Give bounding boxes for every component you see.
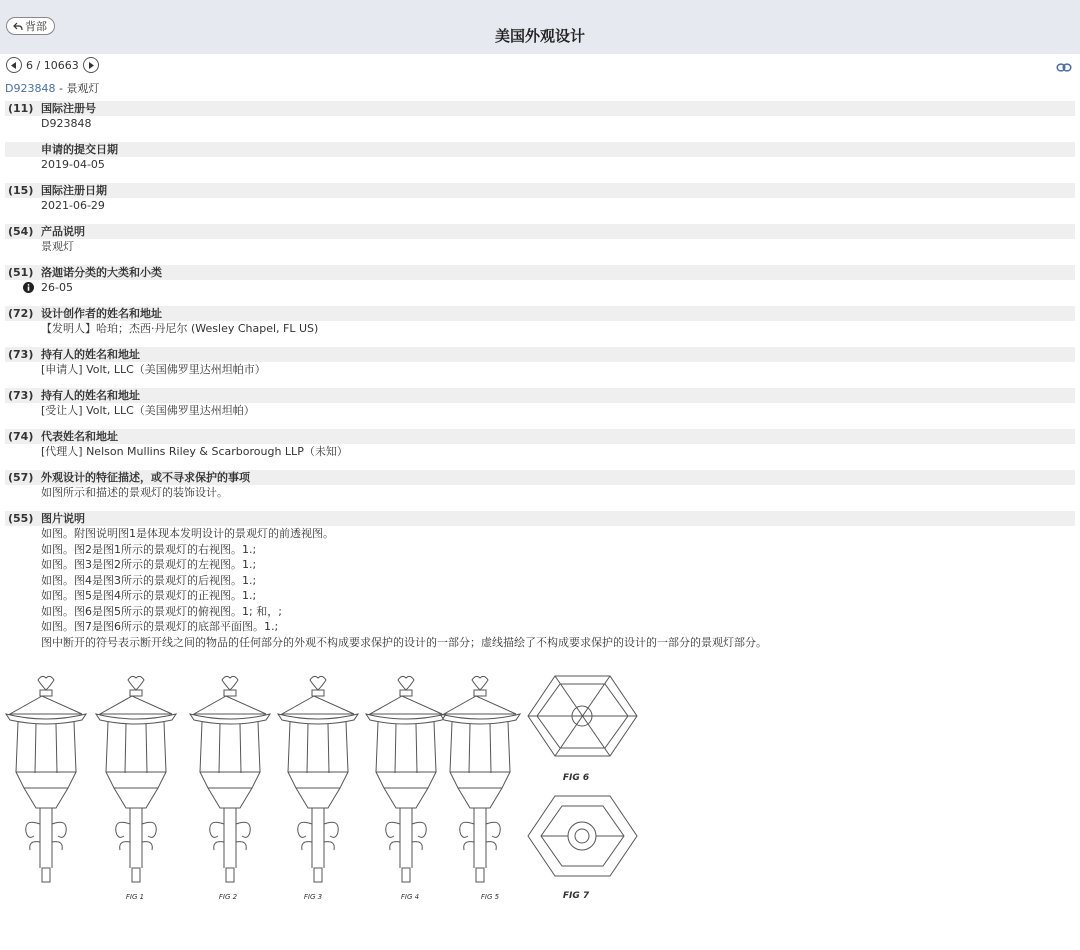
field-label-row <box>5 347 1075 362</box>
field-value <box>5 280 1075 306</box>
field-label: 申请的提交日期 <box>41 143 118 156</box>
field-label: 代表姓名和地址 <box>41 430 118 443</box>
back-label: 背部 <box>25 19 47 33</box>
bottom-view-drawing <box>528 796 637 876</box>
field-value <box>5 403 1075 429</box>
field-value <box>5 321 1075 347</box>
doc-separator: - <box>55 82 67 95</box>
field-value <box>5 116 1075 142</box>
info-icon[interactable] <box>23 282 34 293</box>
field-code: (73) <box>8 389 34 402</box>
field-label: 设计创作者的姓名和地址 <box>41 307 162 320</box>
figure-description-line: 如图。图3是图2所示的景观灯的左视图。1.; <box>41 558 257 571</box>
figure-description-line: 如图。图5是图4所示的景观灯的正视图。1.; <box>41 589 257 602</box>
field-value-text: [申请人] Volt, LLC（美国佛罗里达州坦帕市） <box>41 363 266 376</box>
figure-description-line: 如图。附图说明图1是体现本发明设计的景观灯的前透视图。 <box>41 527 334 540</box>
field-value-text: 2021-06-29 <box>41 199 105 212</box>
field-label: 持有人的姓名和地址 <box>41 389 140 402</box>
link-icon <box>1056 63 1072 72</box>
field-label-row <box>5 142 1075 157</box>
field-label-row <box>5 224 1075 239</box>
fig-caption: FIG 7 <box>562 891 590 901</box>
field-value <box>5 239 1075 265</box>
field-value <box>5 362 1075 388</box>
doc-number[interactable]: D923848 <box>5 82 56 95</box>
field-value-text: D923848 <box>41 117 92 130</box>
page-title: 美国外观设计 <box>494 27 585 45</box>
field-code: (15) <box>8 184 34 197</box>
fig-caption: FIG 1 <box>125 893 145 901</box>
next-button[interactable] <box>83 57 99 73</box>
doc-identifier <box>5 80 99 96</box>
patent-drawings <box>0 672 640 910</box>
field-value-text: 景观灯 <box>41 240 74 253</box>
field-list <box>5 101 1075 650</box>
figure-description-line: 如图。图7是图6所示的景观灯的底部平面图。1.; <box>41 620 279 633</box>
field-code: (51) <box>8 266 34 279</box>
field-label-row <box>5 306 1075 321</box>
field-value <box>5 444 1075 470</box>
field-value-text: 如图所示和描述的景观灯的装饰设计。 <box>41 486 228 499</box>
field-value <box>5 198 1075 224</box>
field-code: (72) <box>8 307 34 320</box>
field-value-text: 2019-04-05 <box>41 158 105 171</box>
doc-name: 景观灯 <box>66 82 100 95</box>
fig-caption: FIG 2 <box>218 893 238 901</box>
field-code: (54) <box>8 225 34 238</box>
field-value-text: 26-05 <box>41 281 73 294</box>
field-label: 国际注册号 <box>41 102 96 115</box>
field-label-row <box>5 265 1075 280</box>
link-button[interactable] <box>1056 62 1072 75</box>
fig-caption: FIG 5 <box>480 893 500 901</box>
field-value <box>5 485 1075 511</box>
fig-caption: FIG 4 <box>400 893 420 901</box>
chevron-left-icon <box>11 62 17 69</box>
pager <box>6 57 99 73</box>
field-label-row <box>5 470 1075 485</box>
field-code: (55) <box>8 512 34 525</box>
field-label: 图片说明 <box>41 512 85 525</box>
field-label-row <box>5 183 1075 198</box>
header <box>0 0 1080 54</box>
field-value <box>5 157 1075 183</box>
field-value-text: [代理人] Nelson Mullins Riley & Scarborough LLP（未知） <box>41 445 348 458</box>
field-label: 外观设计的特征描述，或不寻求保护的事项 <box>41 471 250 484</box>
field-label: 洛迦诺分类的大类和小类 <box>41 266 162 279</box>
field-label-row <box>5 429 1075 444</box>
top-view-drawing <box>528 676 637 756</box>
figure-description-list <box>5 526 1075 650</box>
figure-description-line: 如图。图4是图3所示的景观灯的后视图。1.; <box>41 573 257 587</box>
field-code: (74) <box>8 430 34 443</box>
fig-caption: FIG 6 <box>562 773 590 783</box>
field-label: 产品说明 <box>41 225 85 238</box>
field-code: (11) <box>8 102 34 115</box>
figure-description-line: 图中断开的符号表示断开线之间的物品的任何部分的外观不构成要求保护的设计的一部分；虚线描绘了不构成要求保护的设计的一部分的景观灯部分。 <box>41 635 767 649</box>
field-label-row <box>5 388 1075 403</box>
prev-button[interactable] <box>6 57 22 73</box>
field-value-text: [受让人] Volt, LLC（美国佛罗里达州坦帕） <box>41 404 255 417</box>
chevron-right-icon <box>88 62 94 69</box>
field-label: 国际注册日期 <box>41 184 107 197</box>
fig-caption: FIG 3 <box>303 893 323 901</box>
field-label-row <box>5 511 1075 526</box>
field-label-row <box>5 101 1075 116</box>
field-code: (57) <box>8 471 34 484</box>
figure-description-line: 如图。图2是图1所示的景观灯的右视图。1.; <box>41 542 257 556</box>
pager-text: 6 / 10663 <box>26 58 79 72</box>
field-code: (73) <box>8 348 34 361</box>
field-value-text: 【发明人】哈珀；杰西·丹尼尔 (Wesley Chapel, FL US) <box>41 322 319 335</box>
field-label: 持有人的姓名和地址 <box>41 348 140 361</box>
figure-description-line: 如图。图6是图5所示的景观灯的俯视图。1; 和，; <box>41 604 282 618</box>
